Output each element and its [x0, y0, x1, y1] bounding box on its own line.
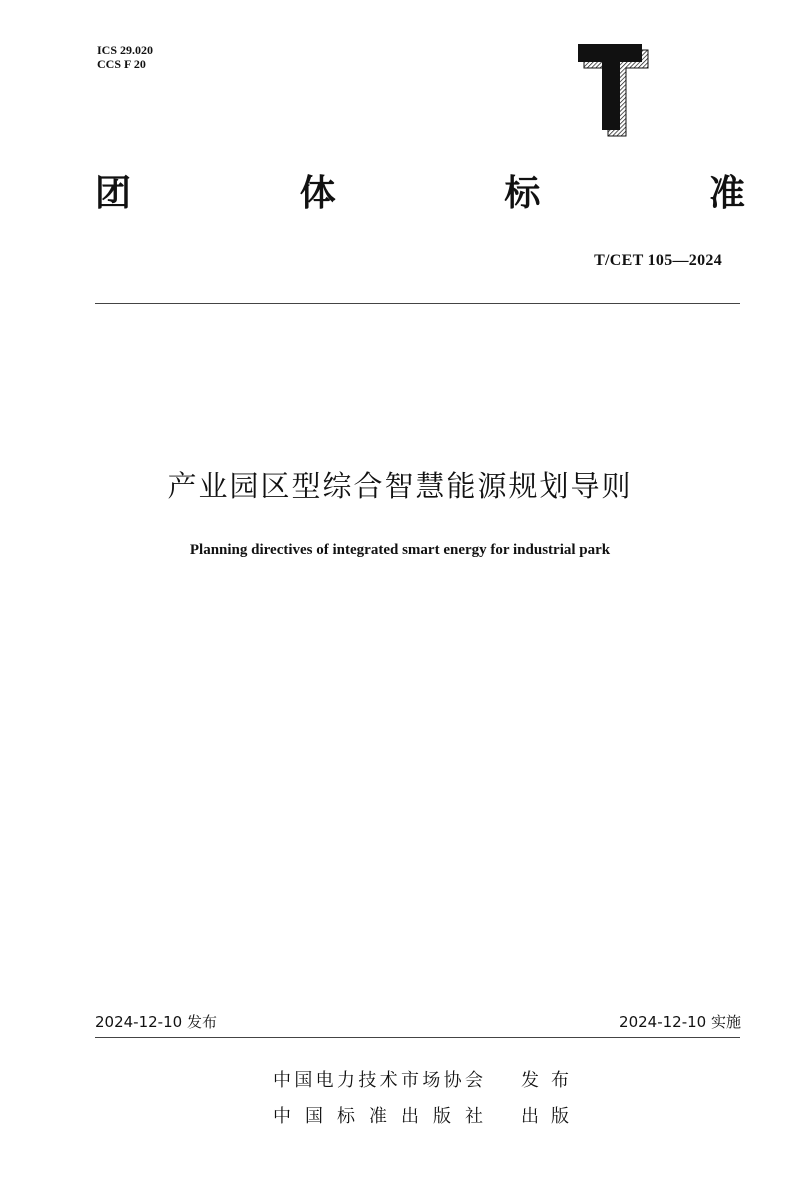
standard-number: T/CET 105—2024: [594, 252, 722, 269]
ccs-code: CCS F 20: [97, 57, 146, 71]
issuing-role: 发布: [521, 1070, 569, 1091]
top-divider: [95, 303, 740, 304]
group-standard-t-logo: [570, 38, 650, 138]
category-char-2: 体: [299, 173, 336, 214]
category-char-1: 团: [95, 173, 132, 214]
category-char-4: 准: [708, 173, 745, 214]
publishing-role: 出版: [521, 1106, 569, 1127]
bottom-divider: [95, 1037, 740, 1038]
ics-code: ICS 29.020: [97, 43, 154, 57]
issuing-organization: 中国电力技术市场协会: [273, 1070, 483, 1091]
standard-category: [95, 170, 745, 218]
publisher-row: [273, 1099, 569, 1135]
category-char-3: 标: [504, 173, 541, 214]
classification-codes: [97, 43, 153, 71]
publisher-block: [273, 1063, 569, 1135]
publisher-row: [273, 1063, 569, 1099]
title-chinese: 产业园区型综合智慧能源规划导则: [167, 469, 633, 503]
implementation-date: 2024-12-10 实施: [619, 1013, 741, 1031]
title-english: Planning directives of integrated smart energy for industrial park: [189, 542, 611, 558]
issue-date: 2024-12-10 发布: [95, 1013, 217, 1031]
publishing-house: 中国标准出版社: [273, 1106, 483, 1127]
